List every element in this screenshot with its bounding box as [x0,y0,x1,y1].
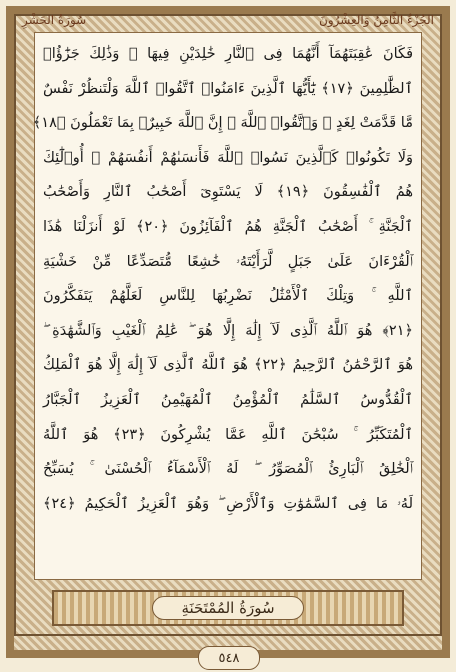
text-line: هُمُ ٱلْفَٰسِقُونَ ﴿١٩﴾ لَا يَسْتَوِىٓ أَصْحَٰبُ ٱلنَّارِ وَأَصْحَٰبُ [43,184,414,201]
text-line: ٱلْمُتَكَبِّرُ ۚ سُبْحَٰنَ ٱللَّهِ عَمَّا يُشْرِكُونَ ﴿٢٣﴾ هُوَ ٱللَّهُ [43,426,413,443]
text-line: هُوَ ٱلرَّحْمَٰنُ ٱلرَّحِيمُ ﴿٢٢﴾ هُوَ ٱللَّهُ ٱلَّذِى لَآ إِلَٰهَ إِلَّا هُوَ ٱلْمَلِكُ [43,357,413,374]
quran-text-panel [34,32,422,580]
text-line: مَّا قَدَّمَتْ لِغَدٍ ۖ وَٱتَّقُوا۟ ٱللَّهَ ۚ إِنَّ ٱللَّهَ خَبِيرٌۢ بِمَا تَعْمَلُونَ ﴿١٨﴾ [32,115,413,132]
surah-label: سُورَةُ الحَشْرِ [22,13,87,27]
text-line: فَكَانَ عَٰقِبَتَهُمَآ أَنَّهُمَا فِى ٱلنَّارِ خَٰلِدَيْنِ فِيهَا ۚ وَذَٰلِكَ جَزَٰٓؤُا۟ [43,46,413,62]
text-line: ٱلْجَنَّةِ ۚ أَصْحَٰبُ ٱلْجَنَّةِ هُمُ ٱلْفَآئِزُونَ ﴿٢٠﴾ لَوْ أَنزَلْنَا هَٰذَا [43,218,413,235]
juz-label: الجُزْءُ الثَّامِنُ وَالعِشْرُونَ [319,13,434,27]
text-line: ٱللَّهِ ۚ وَتِلْكَ ٱلْأَمْثَٰلُ نَضْرِبُهَا لِلنَّاسِ لَعَلَّهُمْ يَتَفَكَّرُونَ [43,288,413,305]
text-line: ٱلْقُدُّوسُ ٱلسَّلَٰمُ ٱلْمُؤْمِنُ ٱلْمُهَيْمِنُ ٱلْعَزِيزُ ٱلْجَبَّارُ [43,391,413,408]
text-line: ٱلْخَٰلِقُ ٱلْبَارِئُ ٱلْمُصَوِّرُ ۖ لَهُ ٱلْأَسْمَآءُ ٱلْحُسْنَىٰ ۚ يُسَبِّحُ [43,461,413,478]
text-line: ﴿٢١﴾ هُوَ ٱللَّهُ ٱلَّذِى لَآ إِلَٰهَ إِلَّا هُوَ ۖ عَٰلِمُ ٱلْغَيْبِ وَٱلشَّهَٰدَةِ ۖ [43,322,413,339]
page-number-badge [198,646,260,670]
page-header [22,10,434,30]
text-line: لَهُۥ مَا فِى ٱلسَّمَٰوَٰتِ وَٱلْأَرْضِ ۖ وَهُوَ ٱلْعَزِيزُ ٱلْحَكِيمُ ﴿٢٤﴾ [43,495,413,512]
text-line: وَلَا تَكُونُوا۟ كَٱلَّذِينَ نَسُوا۟ ٱللَّهَ فَأَنسَىٰهُمْ أَنفُسَهُمْ ۚ أُو۟لَٰٓئِكَ [43,149,413,166]
page-number: ٥٤٨ [218,650,240,666]
surah-title: سُورَةُ المُمْتَحَنَةِ [152,596,303,620]
surah-title-banner [52,590,404,626]
text-line: ٱلْقُرْءَانَ عَلَىٰ جَبَلٍ لَّرَأَيْتَهُۥ خَٰشِعًا مُّتَصَدِّعًا مِّنْ خَشْيَةِ [43,253,413,270]
text-line: ٱلظَّٰلِمِينَ ﴿١٧﴾ يَٰٓأَيُّهَا ٱلَّذِينَ ءَامَنُوا۟ ٱتَّقُوا۟ ٱللَّهَ وَلْتَنظُرْ نَفْسٌ [43,80,413,97]
